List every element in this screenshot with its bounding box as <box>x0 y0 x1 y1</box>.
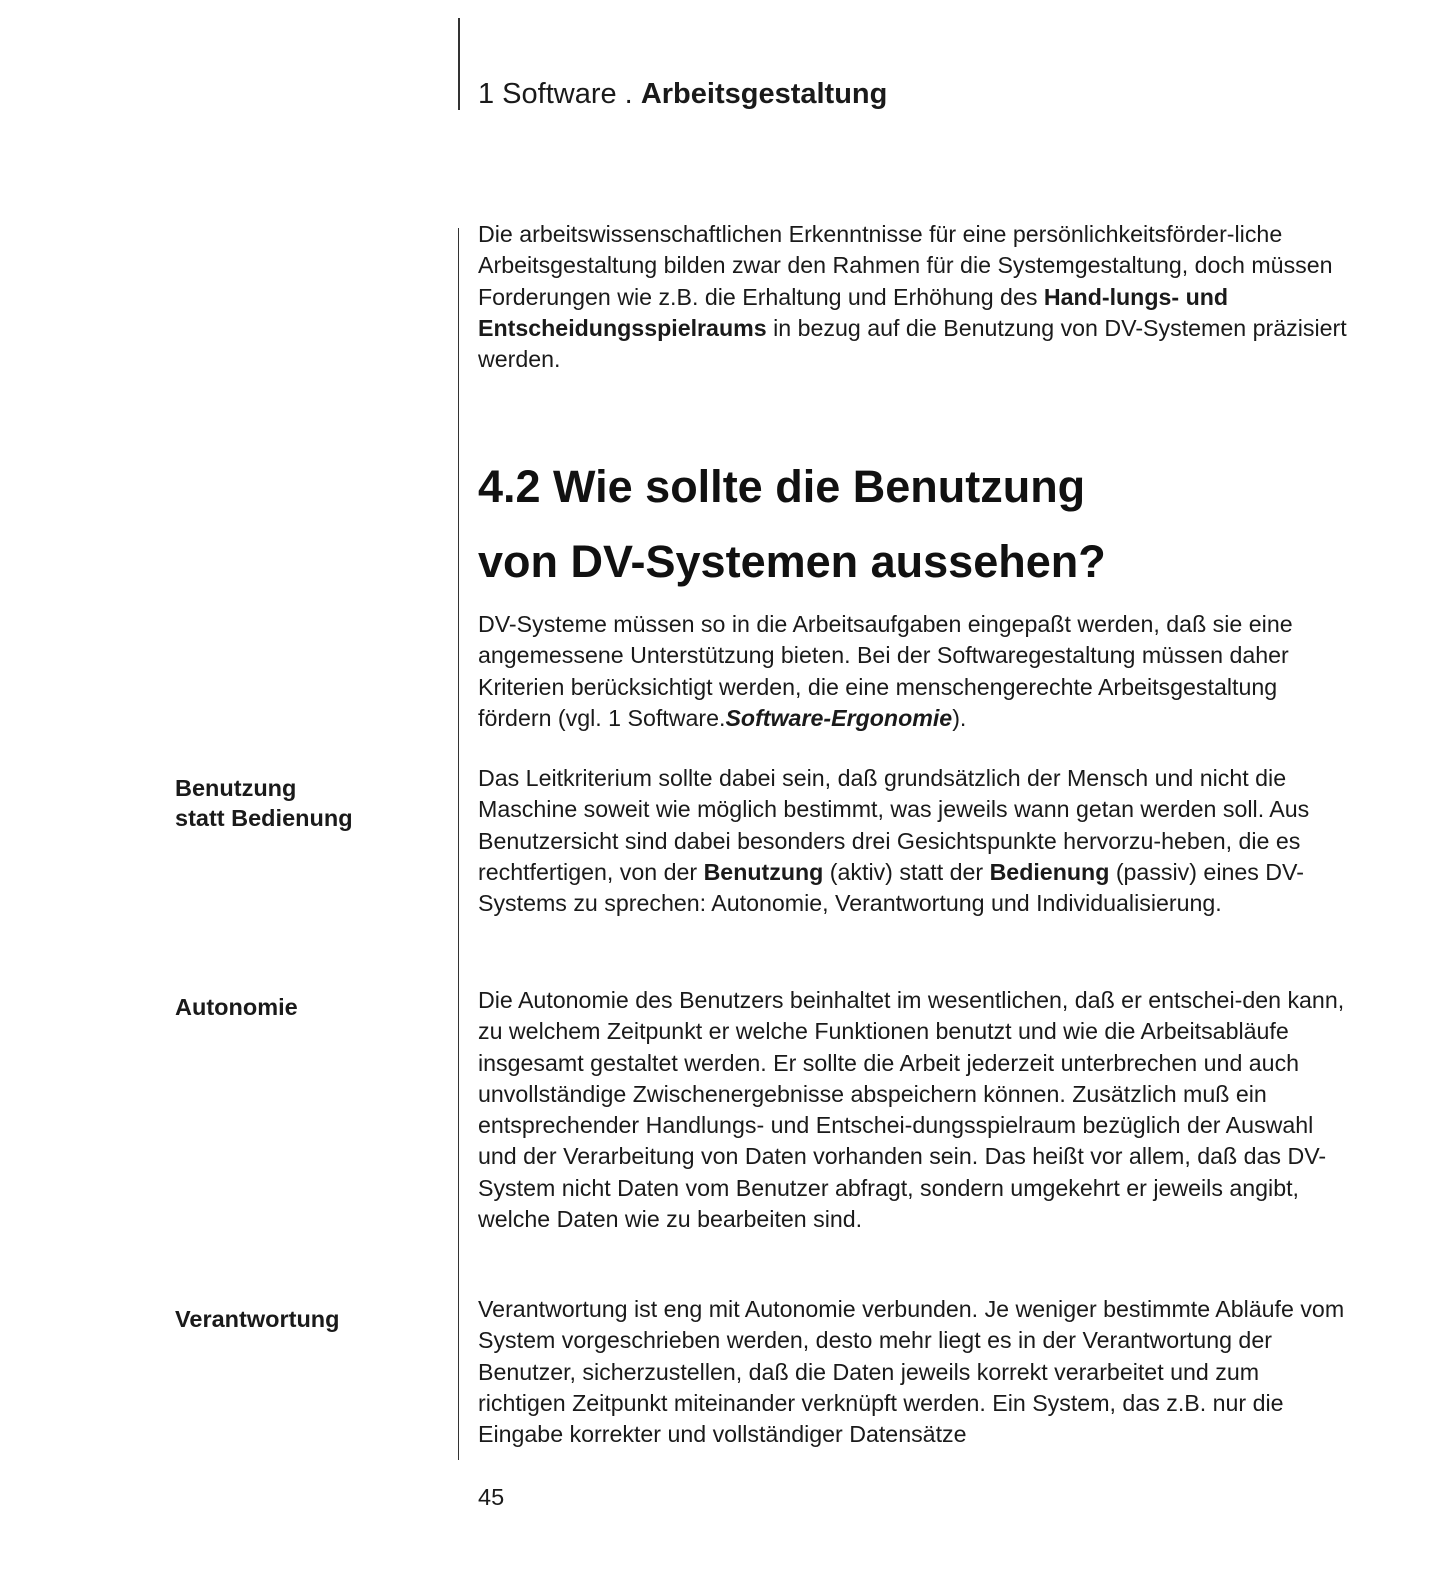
autonomie-paragraph: Die Autonomie des Benutzers beinhaltet im wesentlichen, daß er entschei-den kann, zu welchem Zeitpunkt er welche Funktionen benutzt und wie die Arbeitsabläufe insgesamt gestaltet werden. Er sollte die Arbeit jederzeit unterbrechen und auch unvollständige Zwischenergebnisse abspeichern können. Zusätzlich muß ein entsprechender Handlungs- und Entschei-dungsspielraum bezüglich der Auswahl und der Verarbeitung von Daten vorhanden sein. Das heißt vor allem, daß das DV-System nicht Daten vom Benutzer abfragt, sondern umgekehrt er jeweils angibt, welche Daten wie zu bearbeiten sind. <box>478 987 1345 1233</box>
bedienung-bold-term: Bedienung <box>989 858 1110 885</box>
benutzung-text-1: Das Leitkriterium sollte dabei sein, daß grundsätzlich der Mensch und nicht die Maschine soweit wie möglich bestimmt, was jeweils wann getan werden soll. Aus Benutzersicht sind dabei besonders drei Gesichtspunkte hervorzu-heben, die es rechtfertigen, von der <box>478 765 1310 885</box>
margin-label-benutzung-line-2: statt Bedienung <box>175 805 353 831</box>
software-ergonomie-reference: Software-Ergonomie <box>725 704 953 731</box>
dv-text-end: ). <box>952 704 967 731</box>
benutzung-text-3: (passiv) eines DV-Systems zu sprechen: Autonomie, Verantwortung und Individualisierung. <box>478 858 1304 917</box>
column-rule <box>458 228 459 1460</box>
intro-paragraph <box>478 219 1353 375</box>
running-head <box>478 74 887 114</box>
running-head-section: Arbeitsgestaltung <box>640 78 888 110</box>
heading-line-1: 4.2 Wie sollte die Benutzung <box>478 461 1086 512</box>
verantwortung-paragraph: Verantwortung ist eng mit Autonomie verbunden. Je weniger bestimmte Abläufe vom System vorgeschrieben werden, desto mehr liegt es in der Verantwortung der Benutzer, sicherzustellen, daß die Daten jeweils korrekt verarbeitet und zum richtigen Zeitpunkt miteinander verknüpft werden. Ein System, das z.B. nur die Eingabe korrekter und vollständiger Datensätze <box>478 1296 1345 1448</box>
heading-line-2: von DV-Systemen aussehen? <box>478 536 1106 587</box>
header-rule <box>458 18 460 110</box>
page-number: 45 <box>478 1484 505 1510</box>
intro-text-2: in bezug auf die Benutzung von DV-Systemen präzisiert werden. <box>478 314 1347 373</box>
benutzung-text-2: (aktiv) statt der <box>823 858 990 885</box>
margin-label-autonomie: Autonomie <box>175 994 298 1020</box>
dv-paragraph <box>478 609 1353 734</box>
section-heading <box>478 449 1378 599</box>
intro-bold-term: Hand-lungs- und Entscheidungsspielraums <box>478 283 1229 341</box>
margin-label-verantwortung: Verantwortung <box>175 1306 340 1332</box>
benutzung-paragraph <box>478 763 1353 919</box>
benutzung-bold-term: Benutzung <box>703 858 824 885</box>
running-head-chapter: 1 Software . <box>478 78 633 110</box>
dv-text: DV-Systeme müssen so in die Arbeitsaufgaben eingepaßt werden, daß sie eine angemessene Unterstützung bieten. Bei der Softwaregestaltung müssen daher Kriterien berücksichtigt werden, die eine menschengerechte Arbeitsgestaltung fördern (vgl. 1 Software. <box>478 611 1293 731</box>
margin-label-benutzung <box>175 773 435 833</box>
intro-text-1: Die arbeitswissenschaftlichen Erkenntnisse für eine persönlichkeitsförder-liche Arbeitsgestaltung bilden zwar den Rahmen für die Systemgestaltung, doch müssen Forderungen wie z.B. die Erhaltung und Erhöhung des <box>478 221 1333 310</box>
margin-label-benutzung-line-1: Benutzung <box>175 775 297 801</box>
